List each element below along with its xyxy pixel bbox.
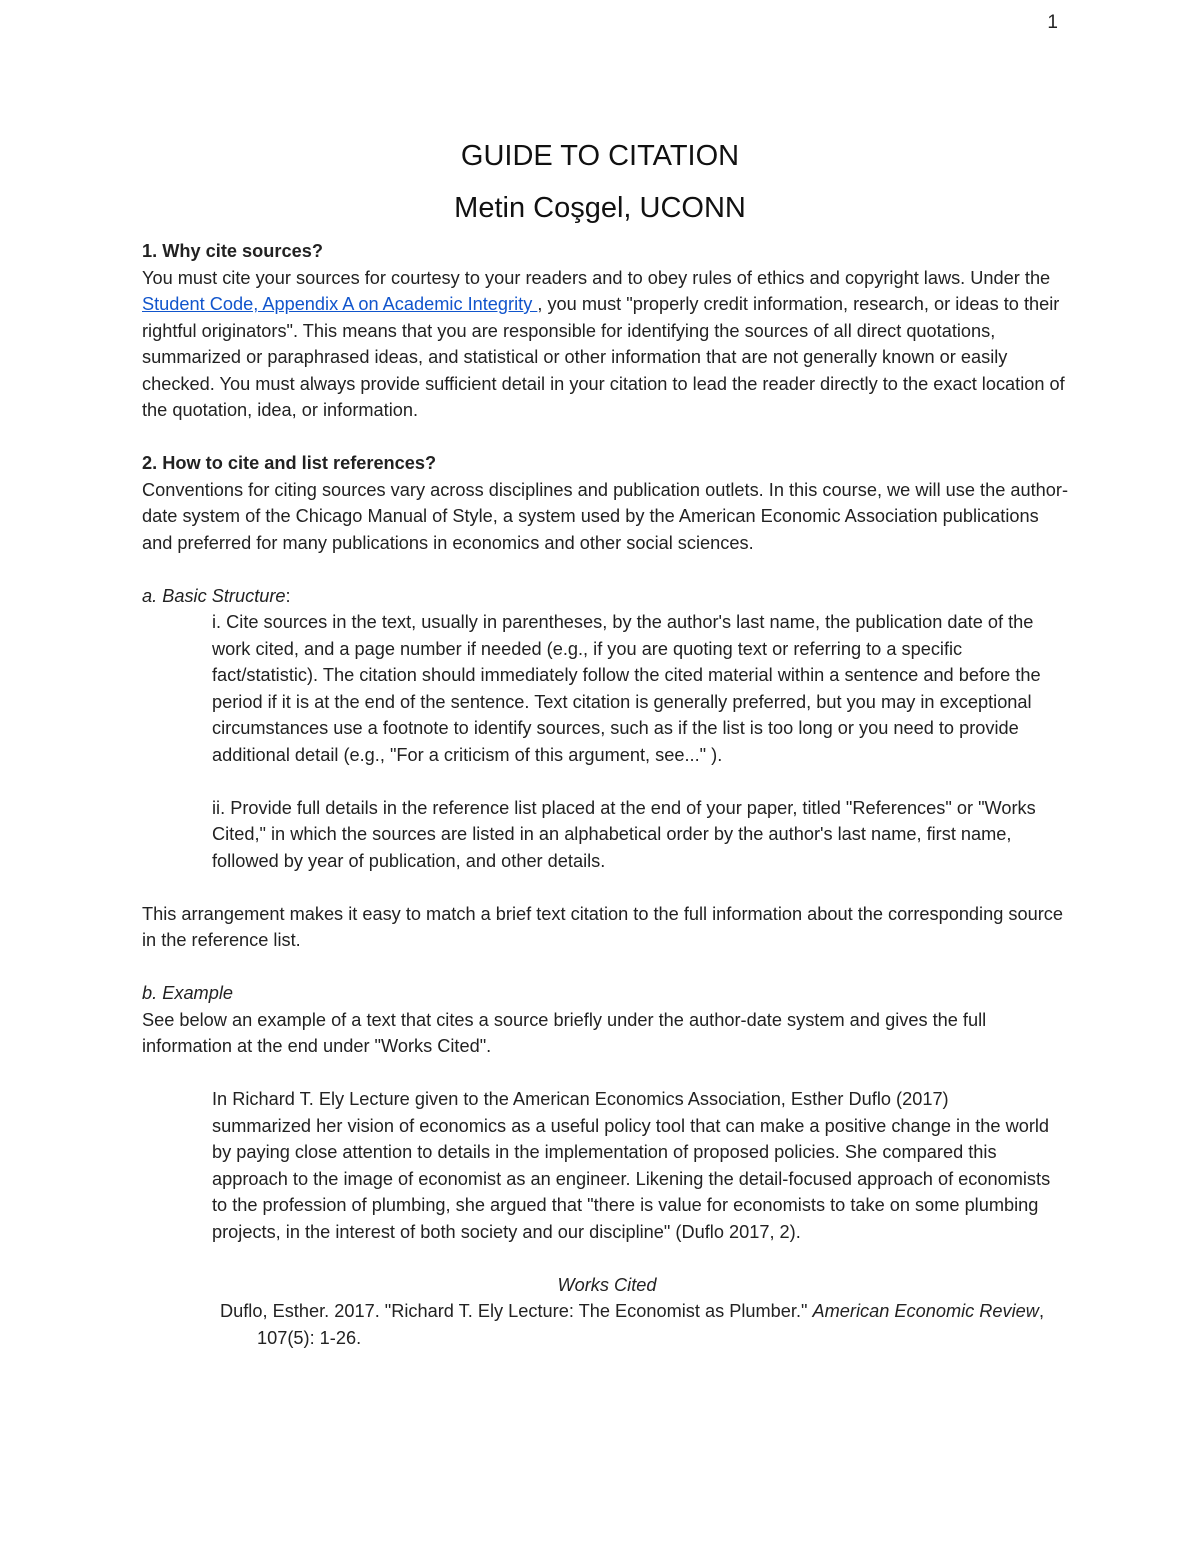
document-body — [142, 238, 1072, 1351]
student-code-link[interactable]: Student Code, Appendix A on Academic Integrity — [142, 294, 538, 314]
basic-structure-label: a. Basic Structure: — [142, 585, 291, 606]
section-2-intro: Conventions for citing sources vary across disciplines and publication outlets. In this course, we will use the author-date system of the Chicago Manual of Style, a system used by the American Economic Association publications and preferred for many publications in economics and other social sciences. — [142, 479, 1068, 553]
section-1-paragraph: You must cite your sources for courtesy to your readers and to obey rules of ethics and copyright laws. Under the Student Code, Appendix A on Academic Integrity , you must "properly credit information, research, or ideas to their rightful originators". This means that you are responsible for identifying the sources of all direct quotations, summarized or paraphrased ideas, and statistical or other information that are not generally known or easily checked. You must always provide sufficient detail in your citation to lead the reader directly to the exact location of the quotation, idea, or information. — [142, 267, 1065, 420]
example-text: In Richard T. Ely Lecture given to the American Economics Association, Esther Duflo (2017) summarized her vision of economics as a useful policy tool that can make a positive change in the world by paying close attention to details in the implementation of proposed policies. She compared this approach to the image of economist as an engineer. Likening the detail-focused approach of economists to the profession of plumbing, she argued that "there is value for economists to take on some plumbing projects, in the interest of both society and our discipline" (Duflo 2017, 2). — [212, 1089, 1051, 1242]
rule-ii: ii. Provide full details in the reference list placed at the end of your paper, titled "References" or "Works Cited," in which the sources are listed in an alphabetical order by the author's last name, first name, followed by year of publication, and other details. — [212, 797, 1036, 871]
author-line: Metin Coşgel, UCONN — [454, 192, 746, 224]
rule-i: i. Cite sources in the text, usually in parentheses, by the author's last name, the publication date of the work cited, and a page number if needed (e.g., if you are quoting text or referring to a specific fact/statistic). The citation should immediately follow the cited material within a sentence and before the period if it is at the end of the sentence. Text citation is generally preferred, but you may in exceptional circumstances use a footnote to identify sources, such as if the list is too long or you need to provide additional detail (e.g., "For a criticism of this argument, see..." ). — [212, 612, 1041, 765]
arrangement-paragraph: This arrangement makes it easy to match a brief text citation to the full information about the corresponding source in the reference list. — [142, 903, 1063, 950]
page-number: 1 — [1047, 12, 1058, 33]
example-label: b. Example — [142, 983, 233, 1003]
section-2-heading: 2. How to cite and list references? — [142, 453, 437, 473]
reference-entry: Duflo, Esther. 2017. "Richard T. Ely Lecture: The Economist as Plumber." American Economic Review, 107(5): 1-26. — [220, 1301, 1044, 1348]
works-cited-heading: Works Cited — [557, 1274, 657, 1295]
document-title: GUIDE TO CITATION — [460, 140, 740, 172]
example-intro: See below an example of a text that cites a source briefly under the author-date system and gives the full information at the end under "Works Cited". — [142, 1009, 987, 1056]
section-1-heading: 1. Why cite sources? — [142, 241, 323, 261]
